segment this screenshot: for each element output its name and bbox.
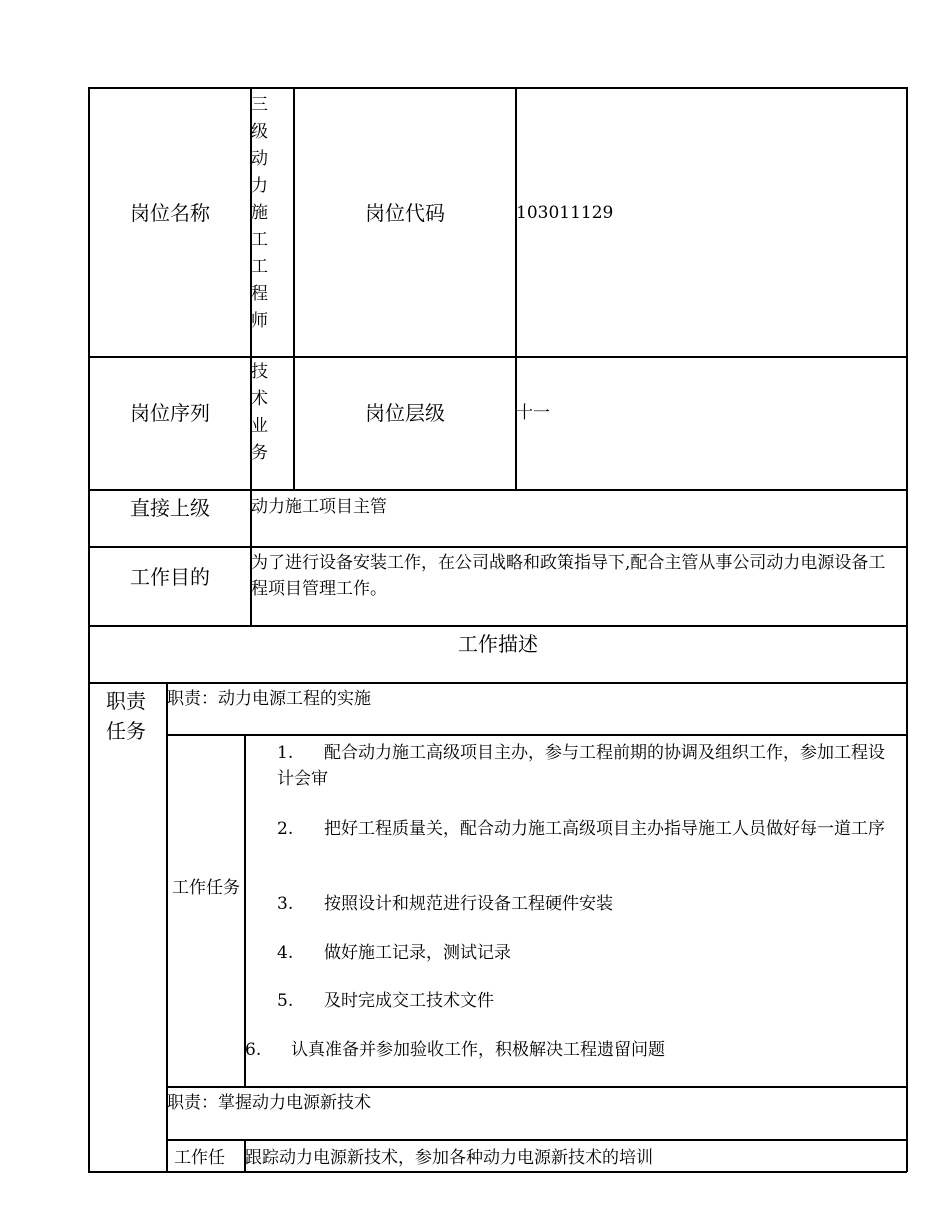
task-2-text: 把好工程质量关，配合动力施工高级项目主办指导施工人员做好每一道工序 bbox=[324, 819, 885, 839]
col-divider bbox=[244, 734, 246, 1087]
work-description-heading: 工作描述 bbox=[458, 632, 538, 656]
duty2-task: 跟踪动力电源新技术，参加各种动力电源新技术的培训 bbox=[245, 1148, 653, 1168]
post-sequence-value: 技术业务 bbox=[251, 362, 268, 463]
post-level-value: 十一 bbox=[516, 403, 550, 423]
table-border-right bbox=[906, 87, 908, 1172]
post-name-label: 岗位名称 bbox=[130, 201, 210, 225]
row-divider bbox=[88, 489, 907, 491]
post-level-label: 岗位层级 bbox=[365, 401, 445, 425]
table-border-bottom bbox=[88, 1171, 907, 1173]
row-divider bbox=[166, 734, 907, 736]
post-code-value: 103011129 bbox=[516, 203, 614, 223]
work-purpose-value: 为了进行设备安装工作，在公司战略和政策指导下,配合主管从事公司动力电源设备工程项目管理工作。 bbox=[251, 553, 886, 599]
direct-superior-label: 直接上级 bbox=[130, 496, 210, 520]
row-divider bbox=[88, 625, 907, 627]
duties-tasks-label-2: 任务 bbox=[106, 719, 146, 743]
row-divider bbox=[88, 356, 907, 358]
row-divider bbox=[166, 1139, 907, 1141]
post-code-label: 岗位代码 bbox=[365, 201, 445, 225]
task-1-num: 1. bbox=[277, 743, 294, 763]
post-name-value: 三级动力施工工程师 bbox=[251, 95, 268, 331]
task-1-text: 配合动力施工高级项目主办，参与工程前期的协调及组织工作，参加工程设计会审 bbox=[277, 743, 885, 789]
duty1-title: 职责：动力电源工程的实施 bbox=[167, 689, 371, 709]
work-task-label-2: 工作任 bbox=[174, 1148, 225, 1168]
task-6-text: 认真准备并参加验收工作，积极解决工程遗留问题 bbox=[291, 1040, 665, 1060]
table-border-top bbox=[88, 87, 907, 89]
duties-tasks-label: 职责 bbox=[106, 689, 146, 713]
task-5-num: 5. bbox=[277, 991, 294, 1011]
task-3-num: 3. bbox=[277, 894, 294, 914]
row-divider bbox=[88, 682, 907, 684]
col-divider bbox=[515, 87, 517, 490]
task-2-num: 2. bbox=[277, 819, 294, 839]
task-4-text: 做好施工记录，测试记录 bbox=[324, 943, 511, 963]
task-5-text: 及时完成交工技术文件 bbox=[324, 991, 494, 1011]
direct-superior-value: 动力施工项目主管 bbox=[251, 497, 387, 517]
col-divider bbox=[293, 87, 295, 490]
work-purpose-label: 工作目的 bbox=[130, 565, 210, 589]
row-divider bbox=[88, 546, 907, 548]
task-6-num: 6. bbox=[245, 1040, 262, 1060]
task-3-text: 按照设计和规范进行设备工程硬件安装 bbox=[324, 894, 613, 914]
row-divider bbox=[166, 1086, 907, 1088]
duty2-title: 职责：掌握动力电源新技术 bbox=[167, 1093, 371, 1113]
task-4-num: 4. bbox=[277, 943, 294, 963]
post-sequence-label: 岗位序列 bbox=[130, 401, 210, 425]
work-task-label: 工作任务 bbox=[172, 878, 240, 898]
